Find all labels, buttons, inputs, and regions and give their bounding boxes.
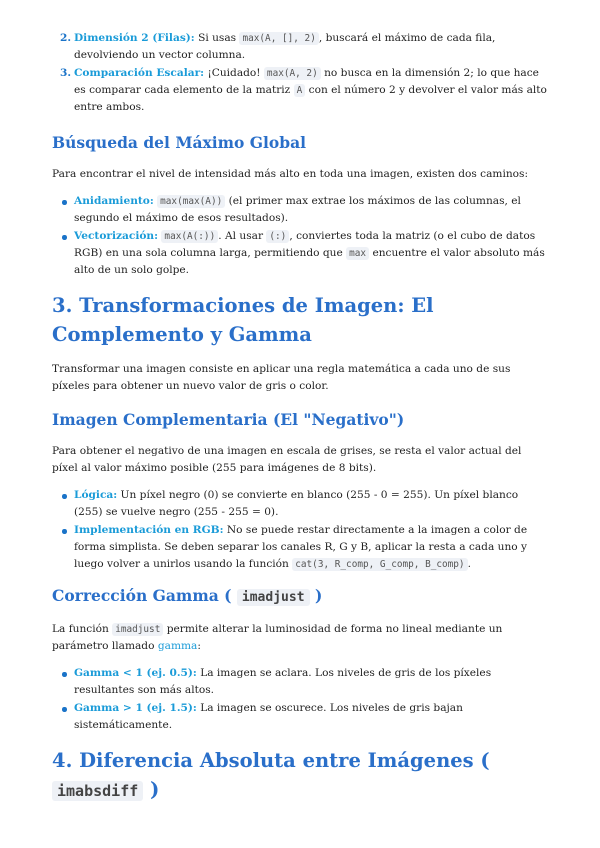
list-item: Lógica: Un píxel negro (0) se convierte en blanco (255 - 0 = 255). Un píxel blanco (255) se vuelve negro (255 - 255 = 0).: [52, 487, 548, 521]
list-term: Lógica:: [74, 489, 118, 501]
list-term: Implementación en RGB:: [74, 524, 224, 536]
bullet-list: [52, 487, 548, 573]
list-item: Implementación en RGB: No se puede restar directamente a la imagen a color de forma simplista. Se deben separar los canales R, G y B, aplicar la resta a cada uno y luego volver a unirlos usando la función cat(3, R_comp, G_comp, B_comp) .: [52, 522, 548, 573]
bullet-list: [52, 193, 548, 279]
bullet-icon: [62, 672, 67, 677]
list-number: 3.: [60, 67, 72, 79]
inline-code: imabsdiff: [52, 781, 143, 801]
paragraph: Para encontrar el nivel de intensidad más alto en toda una imagen, existen dos caminos:: [52, 168, 529, 180]
list-term: Gamma < 1 (ej. 0.5):: [74, 667, 197, 679]
list-term: Vectorización:: [74, 230, 159, 242]
section-heading: Corrección Gamma ( imadjust ): [52, 586, 323, 605]
section-heading: 3. Transformaciones de Imagen: El Complemento y Gamma: [52, 294, 434, 346]
list-term: Gamma > 1 (ej. 1.5):: [74, 702, 197, 714]
paragraph: Para obtener el negativo de una imagen en escala de grises, se resta el valor actual del píxel al valor máximo posible (255 para imágenes de 8 bits).: [52, 445, 522, 474]
section-heading: Búsqueda del Máximo Global: [52, 133, 307, 152]
list-term: Comparación Escalar:: [74, 67, 205, 79]
inline-code: imadjust: [237, 589, 310, 606]
paragraph: Transformar una imagen consiste en aplicar una regla matemática a cada uno de sus píxeles para obtener un nuevo valor de gris o color.: [52, 363, 511, 392]
list-term: Anidamiento:: [74, 195, 154, 207]
inline-code: imadjust: [112, 623, 163, 636]
section-heading: Imagen Complementaria (El "Negativo"): [52, 410, 405, 429]
list-number: 2.: [60, 32, 72, 44]
inline-code: cat(3, R_comp, G_comp, B_comp): [292, 558, 467, 571]
list-item: Gamma < 1 (ej. 0.5): La imagen se aclara. Los niveles de gris de los píxeles resultantes son más altos.: [52, 665, 548, 699]
highlight-term: gamma: [157, 640, 198, 652]
numbered-list: [52, 30, 548, 116]
section-heading: 4. Diferencia Absoluta entre Imágenes ( imabsdiff ): [52, 749, 490, 801]
list-item: Anidamiento: max(max(A)) (el primer max extrae los máximos de las columnas, el segundo el máximo de esos resultados).: [52, 193, 548, 227]
bullet-icon: [62, 494, 67, 499]
bullet-list: [52, 665, 548, 734]
inline-code: max(A(:)): [161, 230, 218, 243]
list-item: Vectorización: max(A(:)) . Al usar (:) , conviertes toda la matriz (o el cubo de datos RGB) en una sola columna larga, permitiendo que max encuentre el valor absoluto más alto de un solo golpe.: [52, 228, 548, 279]
bullet-icon: [62, 235, 67, 240]
list-term: Dimensión 2 (Filas):: [74, 32, 195, 44]
inline-code: A: [294, 84, 306, 97]
bullet-icon: [62, 200, 67, 205]
bullet-icon: [62, 707, 67, 712]
inline-code: max(A, 2): [264, 67, 321, 80]
inline-code: max: [346, 247, 369, 260]
list-item: 3. Comparación Escalar: ¡Cuidado! max(A, 2) no busca en la dimensión 2; lo que hace es comparar cada elemento de la matriz A con el número 2 y devolver el valor más alto entre ambos.: [60, 67, 547, 113]
inline-code: (:): [266, 230, 289, 243]
inline-code: max(max(A)): [157, 195, 225, 208]
list-item: 2. Dimensión 2 (Filas): Si usas max(A, [], 2) , buscará el máximo de cada fila, devolviendo un vector columna.: [60, 32, 496, 61]
list-item: Gamma > 1 (ej. 1.5): La imagen se oscurece. Los niveles de gris bajan sistemáticamente.: [52, 700, 548, 734]
paragraph: La función imadjust permite alterar la luminosidad de forma no lineal mediante un parámetro llamado gamma:: [52, 623, 503, 652]
bullet-icon: [62, 529, 67, 534]
inline-code: max(A, [], 2): [239, 32, 318, 45]
